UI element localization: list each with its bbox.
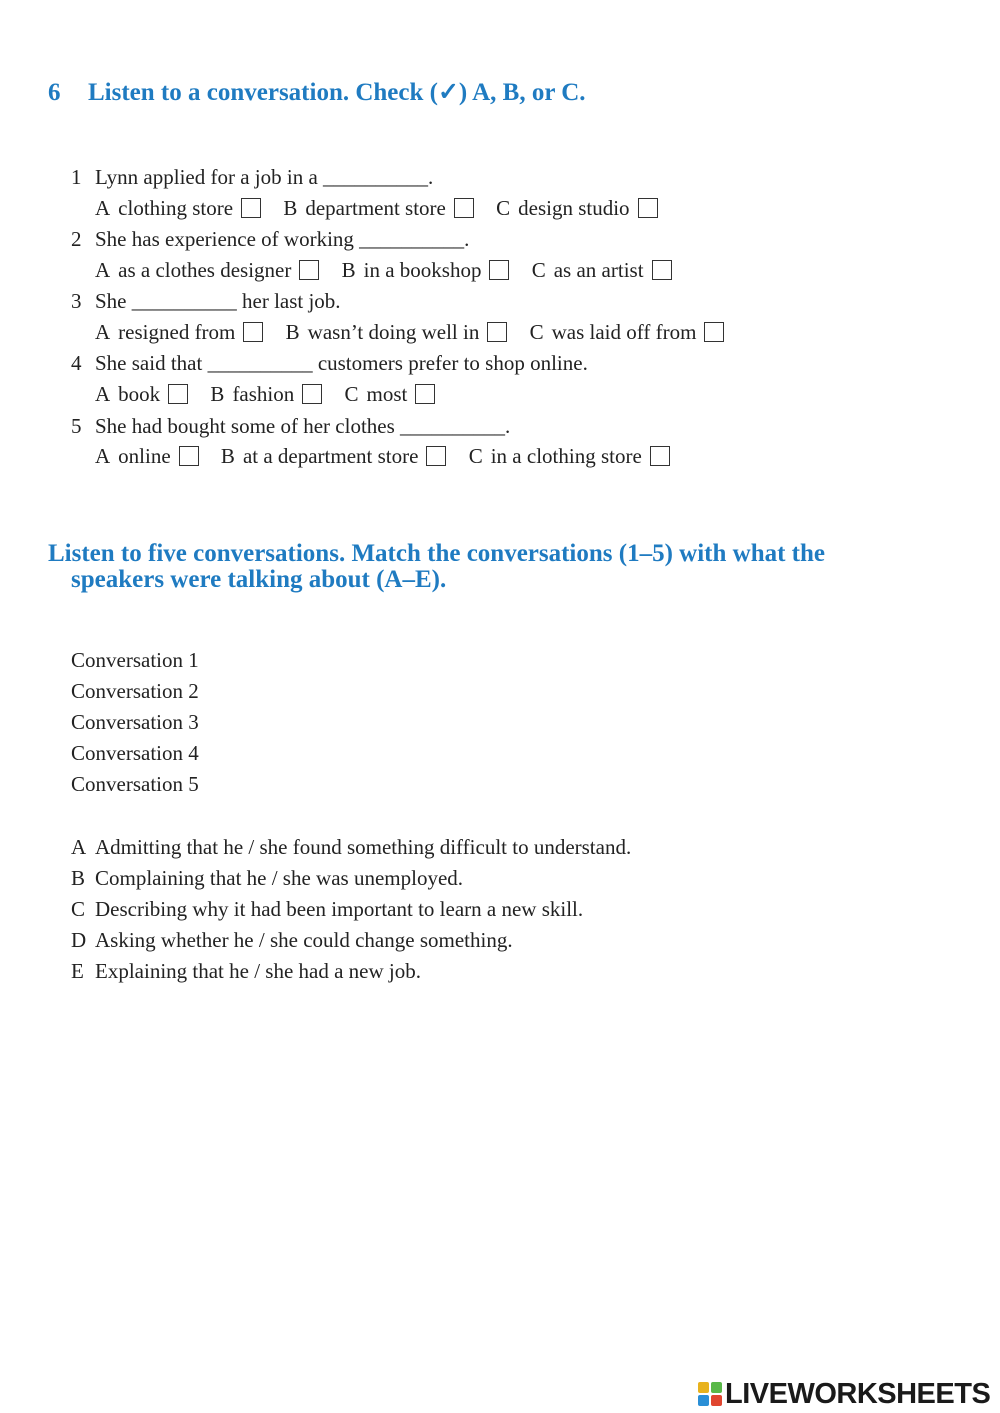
checkbox[interactable] xyxy=(454,198,474,218)
checkbox[interactable] xyxy=(179,446,199,466)
instruction-line-2: speakers were talking about (A–E). xyxy=(71,566,447,593)
topic-c: C Describing why it had been important to learn a new skill. xyxy=(71,897,584,921)
question-text: She said that __________ customers prefer to shop online. xyxy=(95,351,588,375)
question-3: 3 She __________ her last job. xyxy=(71,289,341,313)
logo-text: LIVEWORKSHEETS xyxy=(725,1377,991,1410)
question-text: She __________ her last job. xyxy=(95,289,341,313)
exercise-6-heading xyxy=(48,80,586,106)
checkbox[interactable] xyxy=(704,322,724,342)
question-text: She had bought some of her clothes __________. xyxy=(95,414,511,438)
topic-e: E Explaining that he / she had a new job. xyxy=(71,959,422,983)
checkbox[interactable] xyxy=(415,384,435,404)
logo-mark-icon xyxy=(698,1382,722,1406)
checkbox[interactable] xyxy=(638,198,658,218)
topic-a: A Admitting that he / she found something difficult to understand. xyxy=(71,835,632,859)
option-c: C in a clothing store xyxy=(469,443,670,469)
option-c: C was laid off from xyxy=(530,319,725,345)
question-4-options xyxy=(95,381,452,407)
instruction-line-1: Listen to five conversations. Match the conversations (1–5) with what the xyxy=(48,540,826,567)
question-text: Lynn applied for a job in a __________. xyxy=(95,165,434,189)
option-a: A book xyxy=(95,381,188,407)
question-2: 2 She has experience of working __________. xyxy=(71,227,470,251)
checkbox[interactable] xyxy=(652,260,672,280)
option-b: B at a department store xyxy=(221,443,447,469)
option-b: B fashion xyxy=(210,381,322,407)
conversation-4: Conversation 4 xyxy=(71,741,199,765)
conversation-1: Conversation 1 xyxy=(71,648,199,672)
topic-b: B Complaining that he / she was unemployed. xyxy=(71,866,464,890)
question-2-options xyxy=(95,257,689,283)
option-b: B in a bookshop xyxy=(342,257,510,283)
exercise-instruction: Listen to a conversation. Check (✓) A, B, or C. xyxy=(88,79,586,106)
checkbox[interactable] xyxy=(241,198,261,218)
checkbox[interactable] xyxy=(650,446,670,466)
question-1-options xyxy=(95,195,675,221)
option-a: A clothing store xyxy=(95,195,261,221)
checkbox[interactable] xyxy=(243,322,263,342)
conversation-2: Conversation 2 xyxy=(71,679,199,703)
exercise-7-heading xyxy=(48,541,948,593)
checkbox[interactable] xyxy=(489,260,509,280)
option-a: A online xyxy=(95,443,199,469)
liveworksheets-logo xyxy=(698,1378,990,1410)
question-1: 1 Lynn applied for a job in a __________. xyxy=(71,165,434,189)
question-text: She has experience of working __________. xyxy=(95,227,470,251)
option-a: A resigned from xyxy=(95,319,263,345)
checkbox[interactable] xyxy=(299,260,319,280)
option-b: B department store xyxy=(283,195,474,221)
option-c: C as an artist xyxy=(532,257,672,283)
question-5: 5 She had bought some of her clothes __________. xyxy=(71,414,511,438)
option-c: C most xyxy=(345,381,436,407)
question-5-options xyxy=(95,443,687,469)
checkbox[interactable] xyxy=(487,322,507,342)
conversation-3: Conversation 3 xyxy=(71,710,199,734)
question-4: 4 She said that __________ customers prefer to shop online. xyxy=(71,351,588,375)
option-c: C design studio xyxy=(496,195,657,221)
checkbox[interactable] xyxy=(426,446,446,466)
option-a: A as a clothes designer xyxy=(95,257,319,283)
topic-d: D Asking whether he / she could change something. xyxy=(71,928,513,952)
checkbox[interactable] xyxy=(168,384,188,404)
option-b: B wasn’t doing well in xyxy=(286,319,508,345)
exercise-number: 6 xyxy=(48,79,61,106)
checkbox[interactable] xyxy=(302,384,322,404)
conversation-5: Conversation 5 xyxy=(71,772,199,796)
question-3-options xyxy=(95,319,741,345)
